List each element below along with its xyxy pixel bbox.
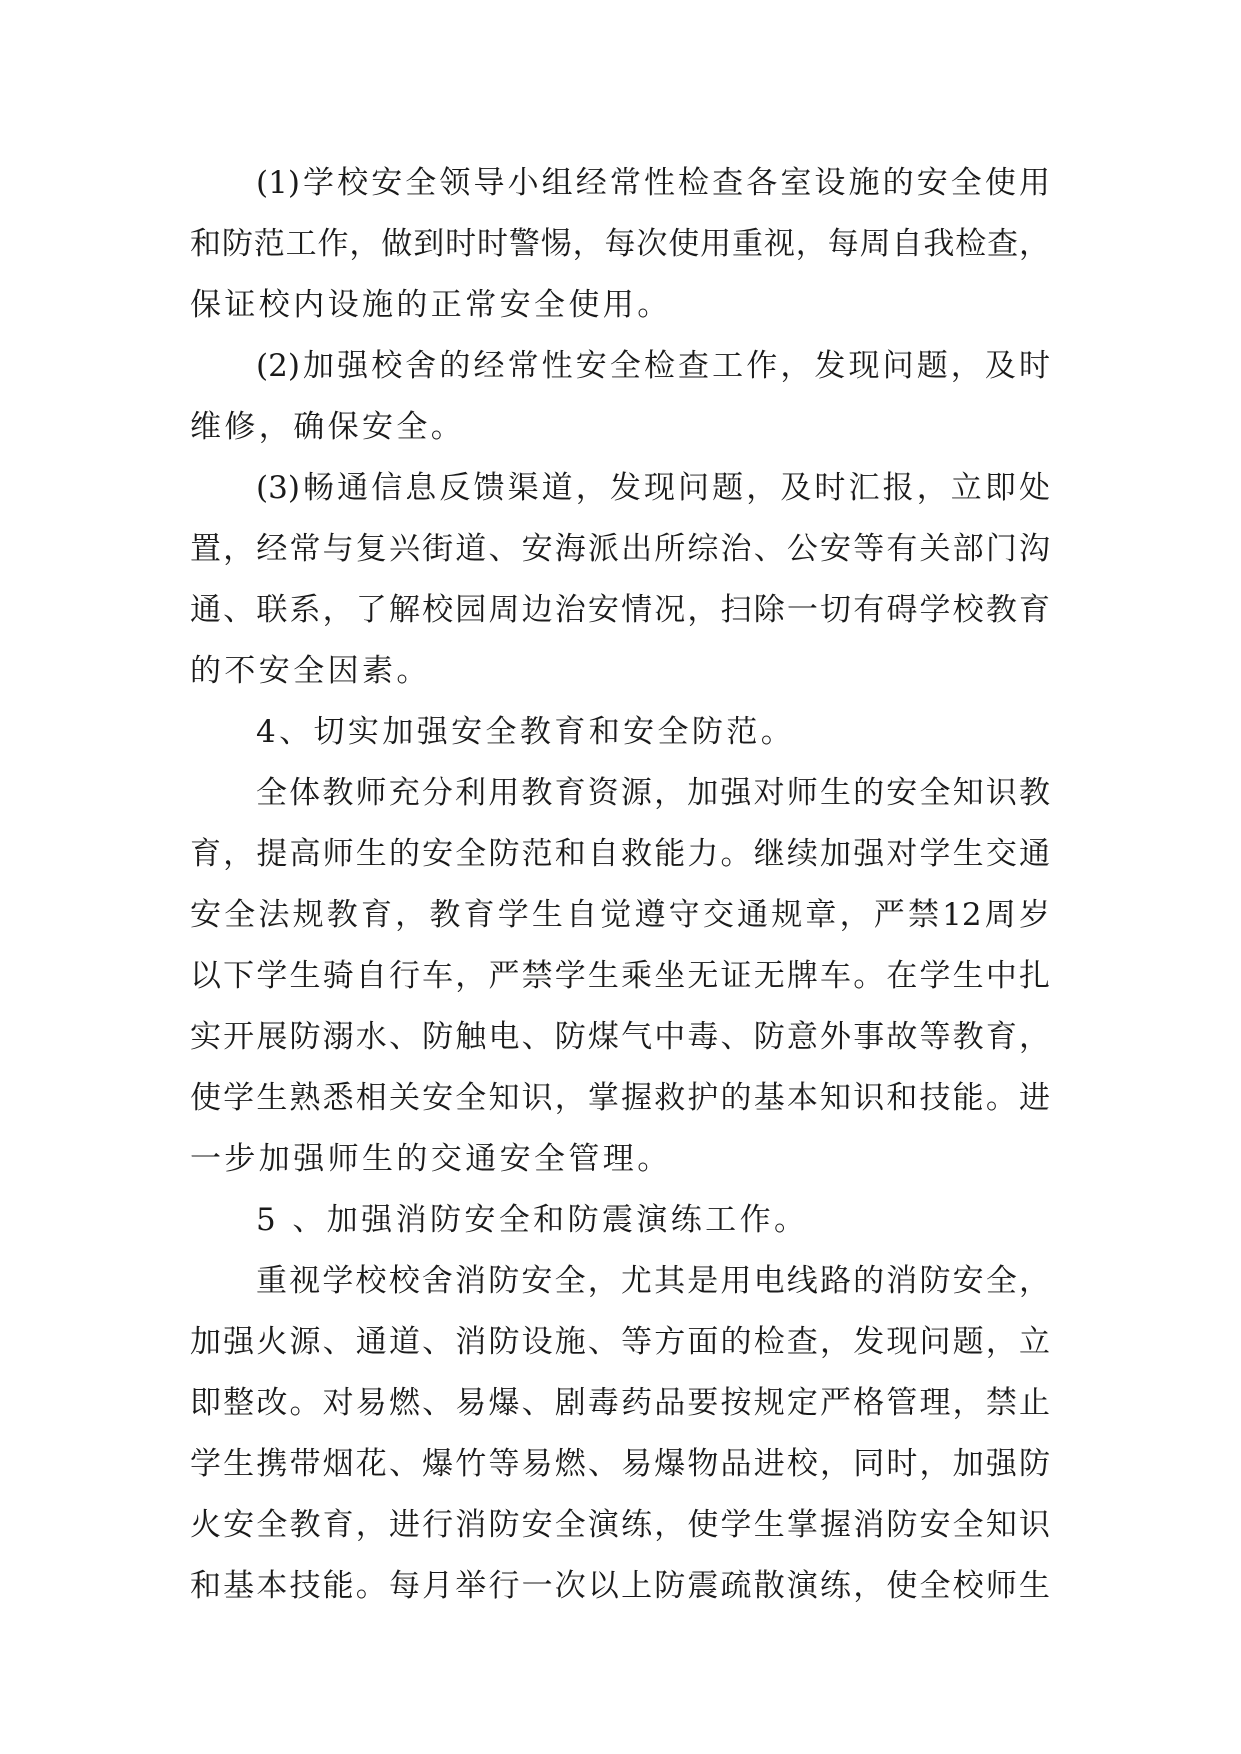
text-line: 的不安全因素。 — [190, 653, 431, 689]
text-line: 加强火源、通道、消防设施、等方面的检查，发现问题，立 — [190, 1324, 1050, 1360]
section-heading: 5 、加强消防安全和防震演练工作。 — [256, 1202, 809, 1238]
text-line: 一步加强师生的交通安全管理。 — [190, 1141, 672, 1177]
text-line: 火安全教育，进行消防安全演练，使学生掌握消防安全知识 — [190, 1507, 1050, 1543]
text-line: 即整改。对易燃、易爆、剧毒药品要按规定严格管理，禁止 — [190, 1385, 1050, 1421]
text-line: 使学生熟悉相关安全知识，掌握救护的基本知识和技能。进 — [190, 1080, 1050, 1116]
text-line: 和防范工作，做到时时警惕，每次使用重视，每周自我检查， — [190, 226, 1050, 262]
text-line: 和基本技能。每月举行一次以上防震疏散演练，使全校师生 — [190, 1568, 1050, 1604]
text-line: 重视学校校舍消防安全，尤其是用电线路的消防安全， — [256, 1263, 1050, 1299]
text-line: (3)畅通信息反馈渠道，发现问题，及时汇报，立即处 — [256, 470, 1050, 506]
text-line: 实开展防溺水、防触电、防煤气中毒、防意外事故等教育， — [190, 1019, 1050, 1055]
text-line: 保证校内设施的正常安全使用。 — [190, 287, 672, 323]
text-line: 通、联系，了解校园周边治安情况，扫除一切有碍学校教育 — [190, 592, 1050, 628]
section-heading: 4、切实加强安全教育和安全防范。 — [256, 714, 796, 750]
text-line: 维修，确保安全。 — [190, 409, 466, 445]
text-line: (1)学校安全领导小组经常性检查各室设施的安全使用 — [256, 165, 1050, 201]
text-line: 全体教师充分利用教育资源，加强对师生的安全知识教 — [256, 775, 1050, 811]
text-line: 安全法规教育，教育学生自觉遵守交通规章，严禁12周岁 — [190, 897, 1050, 933]
text-line: 学生携带烟花、爆竹等易燃、易爆物品进校，同时，加强防 — [190, 1446, 1050, 1482]
text-line: 置，经常与复兴街道、安海派出所综治、公安等有关部门沟 — [190, 531, 1050, 567]
text-line: 以下学生骑自行车，严禁学生乘坐无证无牌车。在学生中扎 — [190, 958, 1050, 994]
body-text — [190, 153, 1050, 1617]
text-line: 育，提高师生的安全防范和自救能力。继续加强对学生交通 — [190, 836, 1050, 872]
text-line: (2)加强校舍的经常性安全检查工作，发现问题，及时 — [256, 348, 1050, 384]
